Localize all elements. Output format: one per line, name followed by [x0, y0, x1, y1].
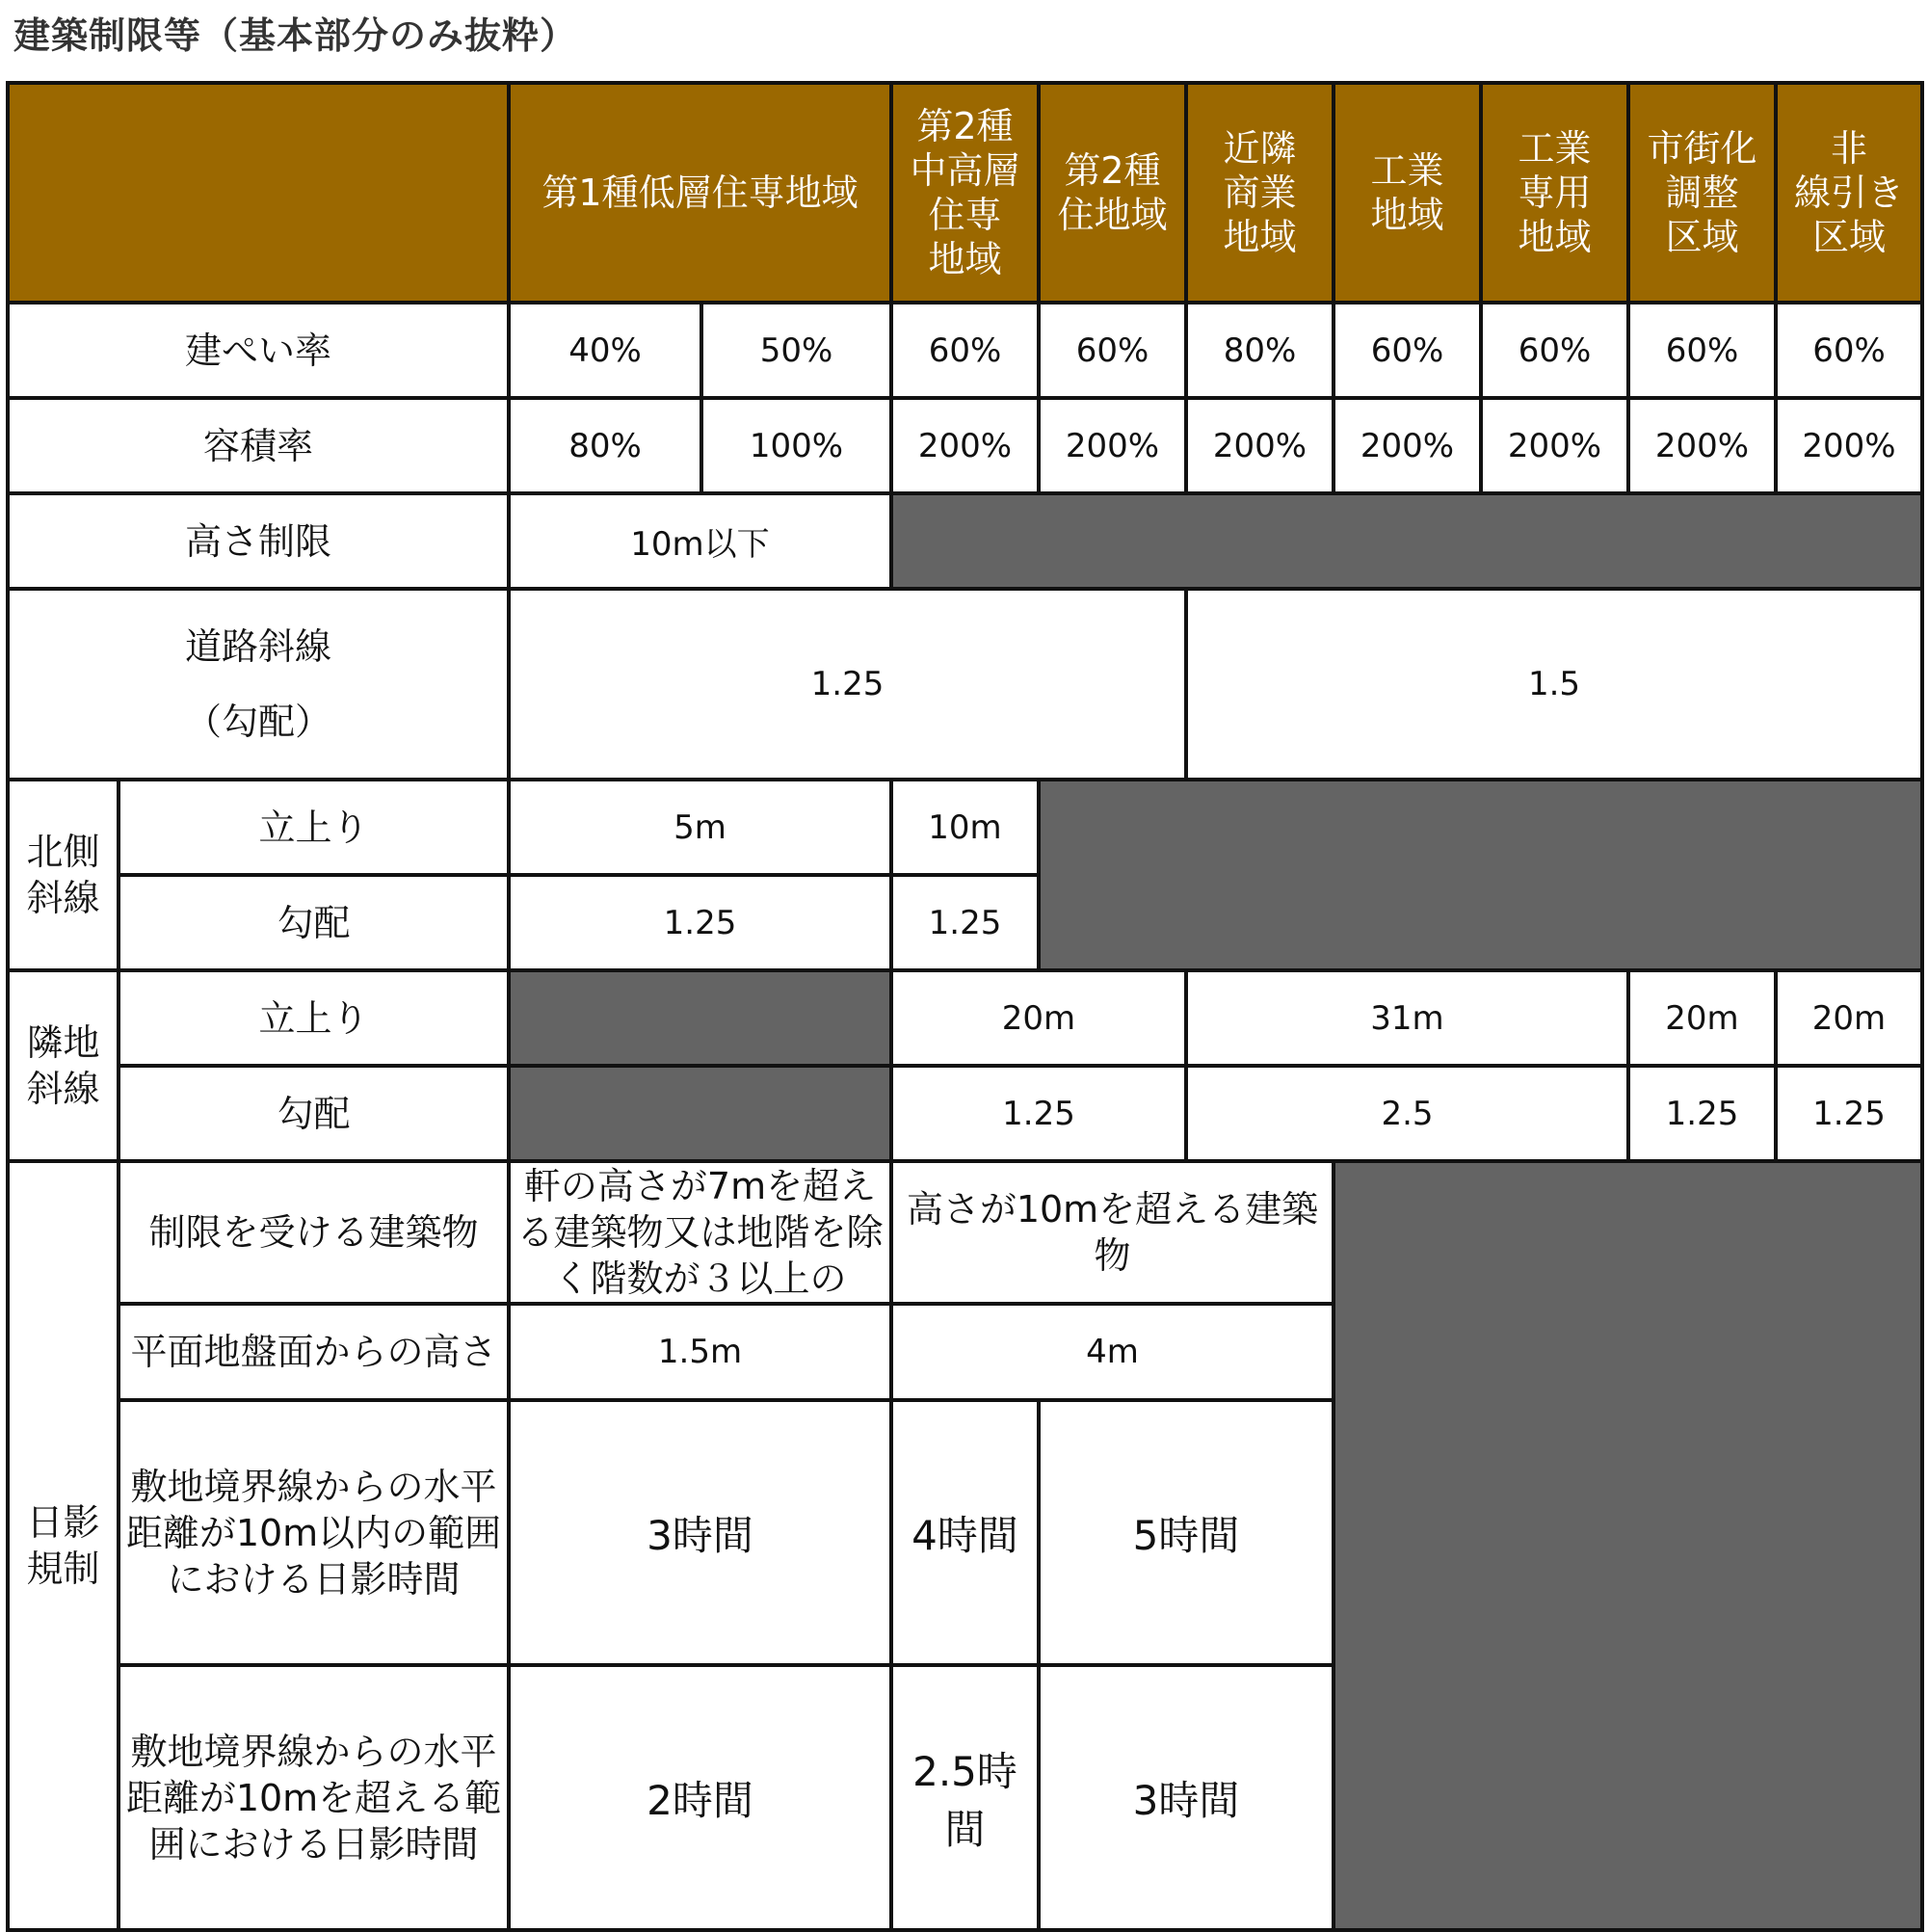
table-cell: 4m [891, 1304, 1334, 1400]
table-cell: 200% [891, 398, 1039, 493]
table-row [8, 1161, 1922, 1304]
page-title: 建築制限等（基本部分のみ抜粋） [13, 14, 578, 57]
sub-label: 勾配 [119, 875, 509, 970]
zone-header: 工業 地域 [1334, 83, 1481, 303]
table-cell: 5時間 [1039, 1400, 1334, 1665]
table-cell: 2.5 [1186, 1066, 1628, 1161]
sub-label: 制限を受ける建築物 [119, 1161, 509, 1304]
table-cell: 高さが10mを超える建築物 [891, 1161, 1334, 1304]
sub-label: 立上り [119, 970, 509, 1066]
table-cell: 10m以下 [509, 493, 891, 589]
table-cell: 1.25 [1776, 1066, 1922, 1161]
group-label-kita: 北側 斜線 [8, 780, 119, 970]
table-cell: 3時間 [1039, 1665, 1334, 1930]
table-cell: 4時間 [891, 1400, 1039, 1665]
table-cell: 1.25 [891, 1066, 1186, 1161]
table-row [8, 303, 1922, 398]
table-cell: 60% [1039, 303, 1186, 398]
table-cell: 200% [1628, 398, 1776, 493]
table-row [8, 1066, 1922, 1161]
table-cell: 1.25 [509, 589, 1186, 780]
table-cell: 200% [1186, 398, 1334, 493]
table-cell: 200% [1481, 398, 1628, 493]
table-cell: 1.5 [1186, 589, 1922, 780]
table-row [8, 398, 1922, 493]
table-cell: 60% [1776, 303, 1922, 398]
not-applicable-cell [509, 1066, 891, 1161]
table-cell: 200% [1334, 398, 1481, 493]
sub-label: 敷地境界線からの水平距離が10mを超える範囲における日影時間 [119, 1665, 509, 1930]
table-cell: 31m [1186, 970, 1628, 1066]
table-cell: 1.25 [1628, 1066, 1776, 1161]
table-cell: 1.25 [891, 875, 1039, 970]
table-cell: 80% [1186, 303, 1334, 398]
table-cell: 3時間 [509, 1400, 891, 1665]
table-cell: 60% [1628, 303, 1776, 398]
building-restrictions-table [6, 81, 1924, 1932]
row-label-yoseki: 容積率 [8, 398, 509, 493]
table-cell: 60% [1334, 303, 1481, 398]
table-cell: 20m [1776, 970, 1922, 1066]
table-cell: 60% [1481, 303, 1628, 398]
table-cell: 5m [509, 780, 891, 875]
not-applicable-cell [1334, 1161, 1922, 1930]
header-corner [8, 83, 509, 303]
sub-label: 立上り [119, 780, 509, 875]
group-label-rinchi: 隣地 斜線 [8, 970, 119, 1161]
row-label-doro-sub: （勾配） [184, 701, 331, 743]
table-cell: 軒の高さが7mを超える建築物又は地階を除く階数が３以上の [509, 1161, 891, 1304]
sub-label: 敷地境界線からの水平距離が10m以内の範囲における日影時間 [119, 1400, 509, 1665]
table-cell: 20m [1628, 970, 1776, 1066]
zone-header: 第1種低層住専地域 [509, 83, 891, 303]
group-label-nichiei: 日影 規制 [8, 1161, 119, 1930]
zone-header: 第2種 中高層 住専 地域 [891, 83, 1039, 303]
table-cell: 1.5m [509, 1304, 891, 1400]
table-cell: 50% [701, 303, 891, 398]
row-label-doro-main: 道路斜線 [184, 625, 331, 668]
table-cell: 80% [509, 398, 701, 493]
not-applicable-cell [891, 493, 1922, 589]
zone-header: 市街化 調整 区域 [1628, 83, 1776, 303]
zone-header: 工業 専用 地域 [1481, 83, 1628, 303]
table-cell: 2.5時間 [891, 1665, 1039, 1930]
row-label-kenpei: 建ぺい率 [8, 303, 509, 398]
sub-label: 勾配 [119, 1066, 509, 1161]
table-cell: 1.25 [509, 875, 891, 970]
table-row [8, 970, 1922, 1066]
row-label-doro [8, 589, 509, 780]
header-row [8, 83, 1922, 303]
table-cell: 200% [1039, 398, 1186, 493]
table-row [8, 493, 1922, 589]
not-applicable-cell [1039, 780, 1922, 970]
sub-label: 平面地盤面からの高さ [119, 1304, 509, 1400]
table-cell: 2時間 [509, 1665, 891, 1930]
table-cell: 200% [1776, 398, 1922, 493]
table-cell: 20m [891, 970, 1186, 1066]
table-row [8, 780, 1922, 875]
zone-header: 非 線引き 区域 [1776, 83, 1922, 303]
table-cell: 40% [509, 303, 701, 398]
table-cell: 100% [701, 398, 891, 493]
zone-header: 近隣 商業 地域 [1186, 83, 1334, 303]
table-cell: 60% [891, 303, 1039, 398]
not-applicable-cell [509, 970, 891, 1066]
table-cell: 10m [891, 780, 1039, 875]
zone-header: 第2種 住地域 [1039, 83, 1186, 303]
row-label-takasa: 高さ制限 [8, 493, 509, 589]
table-row [8, 589, 1922, 780]
